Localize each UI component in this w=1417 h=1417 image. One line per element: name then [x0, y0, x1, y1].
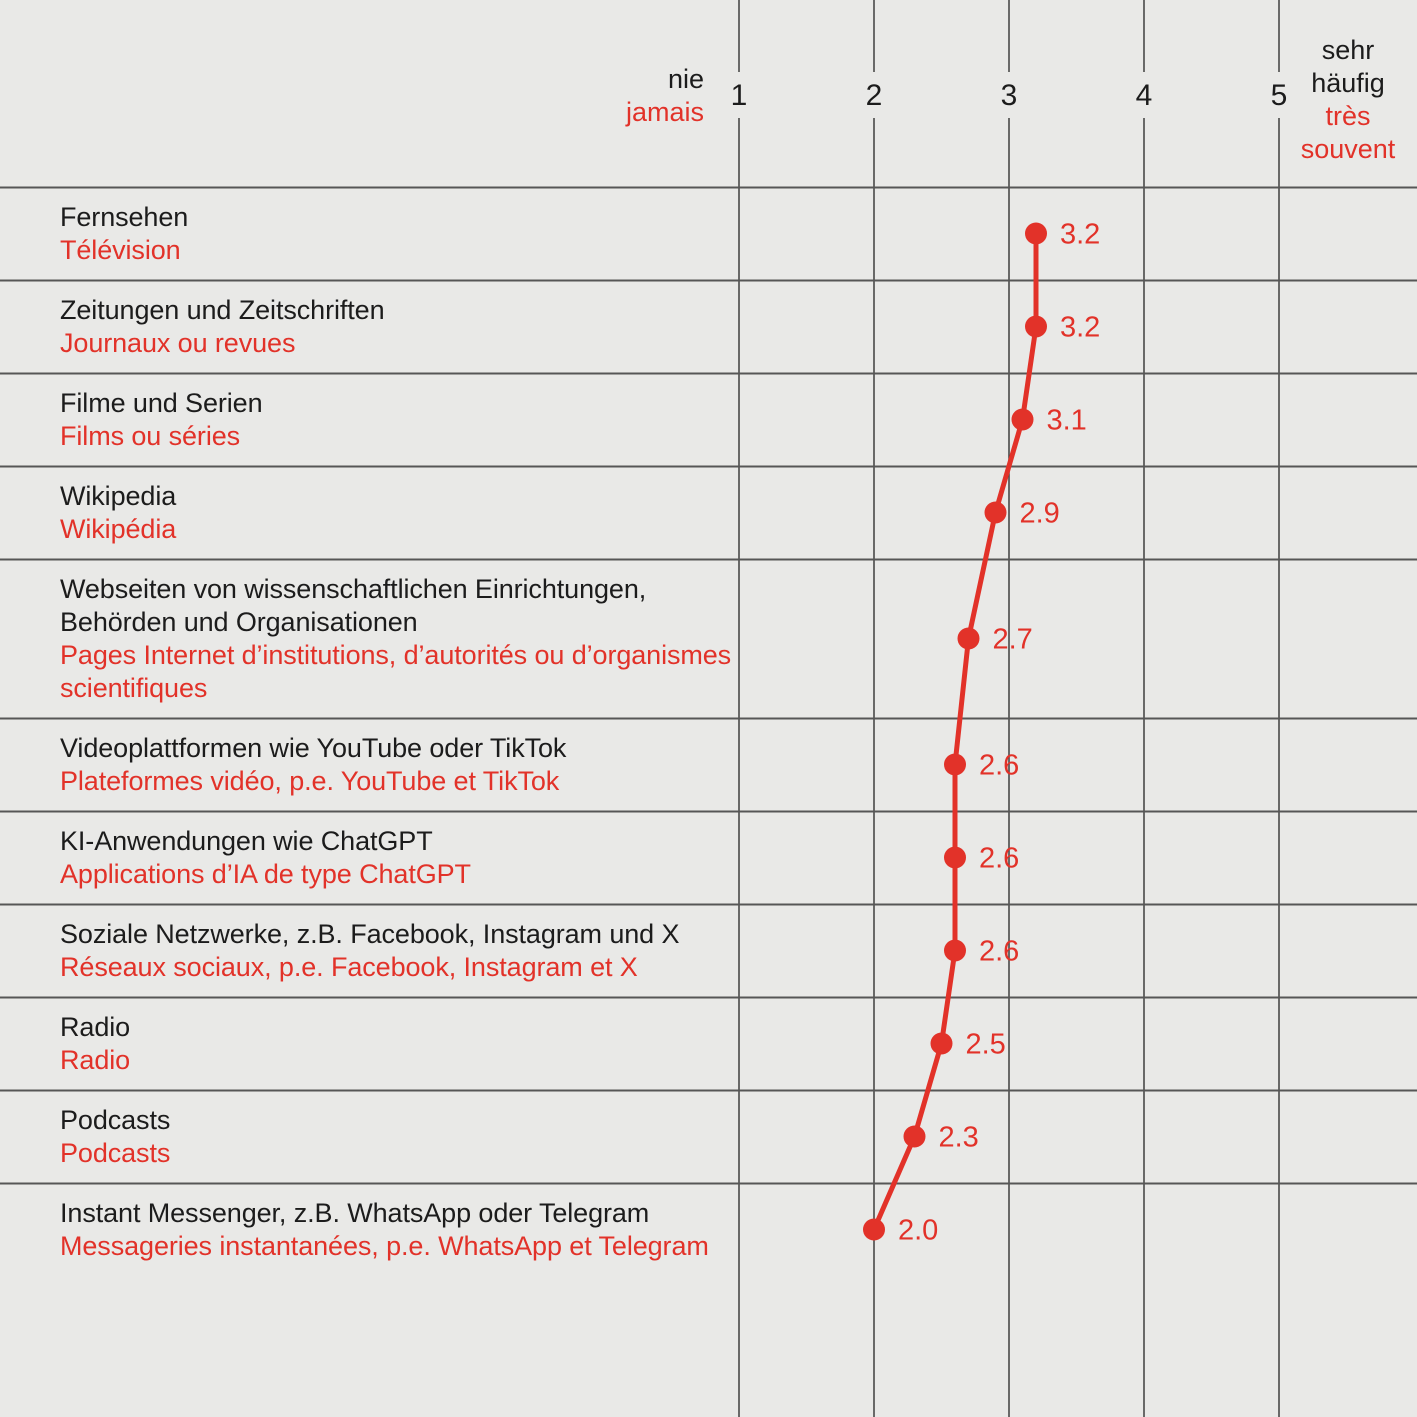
- data-point: [931, 1033, 953, 1055]
- axis-label-very-often-fr: très souvent: [1300, 101, 1396, 164]
- label-de: Webseiten von wissenschaftlichen Einrichtungen, Behörden und Organisationen: [60, 573, 647, 637]
- data-point: [904, 1126, 926, 1148]
- label-fr: Plateformes vidéo, p.e. YouTube et TikTok: [60, 765, 560, 796]
- label-fr: Podcasts: [60, 1137, 171, 1168]
- data-point: [863, 1219, 885, 1241]
- axis-tick-2: 2: [865, 79, 883, 112]
- value-label: 2.3: [938, 1121, 979, 1154]
- value-label: 3.2: [1060, 311, 1101, 344]
- label-fr: Radio: [60, 1044, 131, 1075]
- axis-tick-5: 5: [1270, 79, 1288, 112]
- axis-label-very-often-de: sehr häufig: [1311, 35, 1385, 98]
- axis-label-never-de: nie: [667, 64, 704, 94]
- label-fr: Réseaux sociaux, p.e. Facebook, Instagram et X: [60, 951, 638, 982]
- label-fr: Applications d’IA de type ChatGPT: [60, 858, 471, 889]
- value-label: 3.2: [1060, 218, 1101, 251]
- data-point: [944, 847, 966, 869]
- label-de: Videoplattformen wie YouTube oder TikTok: [60, 732, 567, 763]
- value-label: 2.5: [965, 1028, 1006, 1061]
- label-de: Fernsehen: [60, 201, 189, 232]
- label-fr: Messageries instantanées, p.e. WhatsApp et Telegram: [60, 1230, 709, 1261]
- label-fr: Films ou séries: [60, 420, 241, 451]
- axis-label-never-fr: jamais: [625, 97, 704, 127]
- value-label: 2.0: [898, 1214, 939, 1247]
- label-de: Soziale Netzwerke, z.B. Facebook, Instagram und X: [60, 918, 680, 949]
- label-fr: Wikipédia: [60, 513, 177, 544]
- axis-tick-3: 3: [1000, 79, 1018, 112]
- value-label: 3.1: [1046, 404, 1087, 437]
- value-label: 2.7: [992, 623, 1033, 656]
- label-de: KI-Anwendungen wie ChatGPT: [60, 825, 433, 856]
- label-fr: Pages Internet d’institutions, d’autorités ou d’organismes scientifiques: [60, 639, 732, 703]
- label-fr: Journaux ou revues: [60, 327, 296, 358]
- label-de: Wikipedia: [60, 480, 177, 511]
- label-de: Zeitungen und Zeitschriften: [60, 294, 385, 325]
- data-point: [985, 502, 1007, 524]
- label-fr: Télévision: [60, 234, 181, 265]
- label-de: Filme und Serien: [60, 387, 263, 418]
- data-point: [944, 940, 966, 962]
- value-label: 2.9: [1019, 497, 1060, 530]
- label-de: Podcasts: [60, 1104, 171, 1135]
- data-point: [1025, 316, 1047, 338]
- data-point: [944, 754, 966, 776]
- axis-tick-1: 1: [730, 79, 748, 112]
- data-point: [1012, 409, 1034, 431]
- data-point: [958, 628, 980, 650]
- label-de: Radio: [60, 1011, 131, 1042]
- data-point: [1025, 223, 1047, 245]
- axis-tick-4: 4: [1135, 79, 1153, 112]
- value-label: 2.6: [979, 935, 1020, 968]
- value-label: 2.6: [979, 842, 1020, 875]
- value-label: 2.6: [979, 749, 1020, 782]
- label-de: Instant Messenger, z.B. WhatsApp oder Telegram: [60, 1197, 650, 1228]
- series-line: [874, 234, 1036, 1230]
